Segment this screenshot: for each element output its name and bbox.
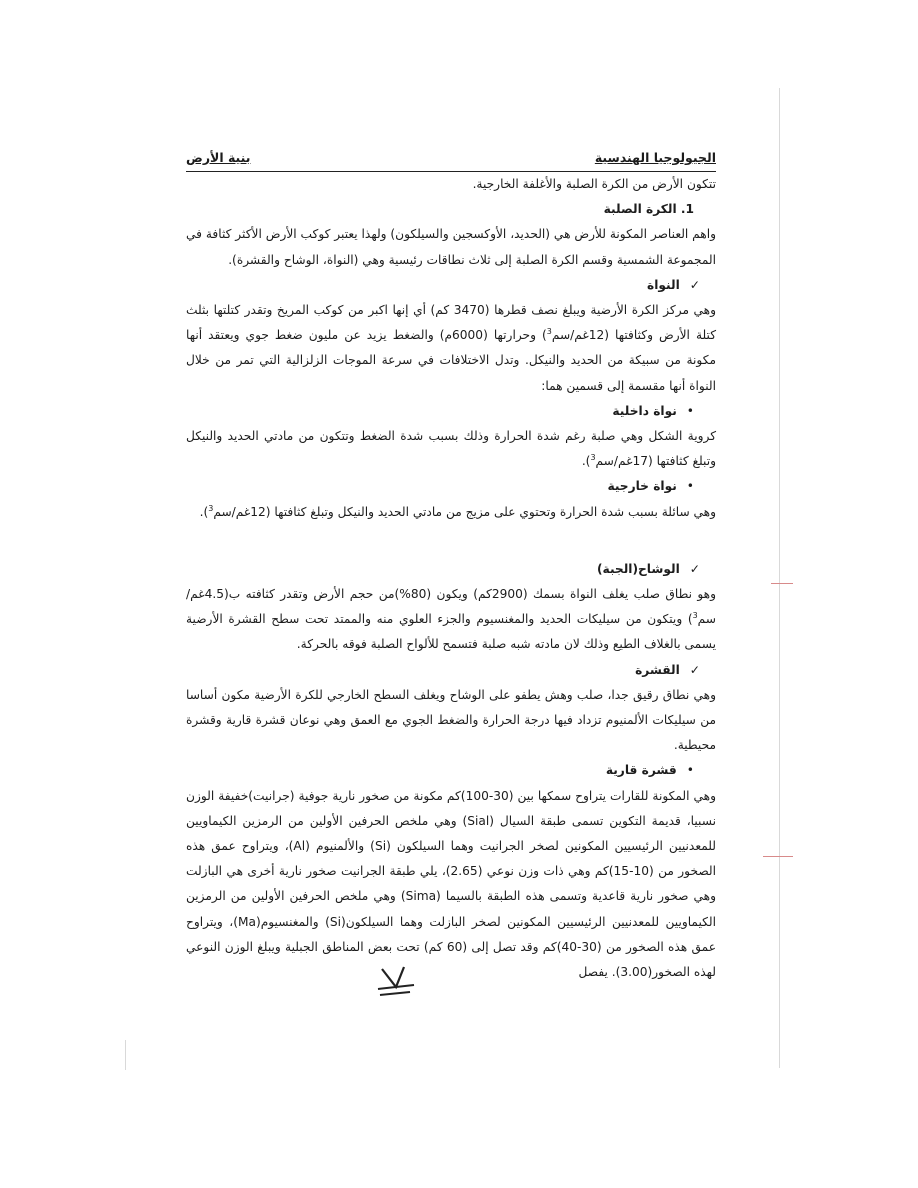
header-course-title: الجيولوجيا الهندسية (594, 149, 716, 165)
mantle-text (186, 582, 716, 658)
page-number (374, 963, 420, 999)
outer-core-title (186, 474, 716, 499)
page-edge-right (779, 88, 780, 1068)
mantle-title (186, 557, 716, 582)
outer-core-text-part1: وهي سائلة بسبب شدة الحرارة وتحتوي على مزيج من مادتي الحديد والنيكل وتبلغ كثافتها (12غم/سم (213, 504, 716, 519)
core-exponent: 3 (546, 327, 552, 337)
outer-core-exponent: 3 (208, 503, 214, 513)
section-solid-sphere-title (186, 197, 716, 222)
handwritten-page-number (382, 967, 404, 987)
page-edge-left (125, 1040, 126, 1070)
bullet-icon: • (686, 479, 694, 494)
check-icon: ✓ (689, 277, 700, 292)
core-text-part1: وهي مركز الكرة الأرضية ويبلغ نصف قطرها (3470 كم) أي إنها اكبر من كوكب المريخ وتقدر كتلتها بثلث كتلة الأرض وكثافتها (12غم/سم (186, 303, 716, 343)
outer-core-title-text: نواة خارجية (607, 479, 677, 494)
section-title-text: الكرة الصلبة (603, 202, 677, 217)
header-chapter-title: بنية الأرض (186, 149, 251, 165)
check-icon: ✓ (689, 561, 700, 576)
section-number: 1. (680, 202, 694, 217)
crust-title-text: القشرة (635, 662, 680, 677)
mantle-title-text: الوشاح(الجبة) (596, 561, 680, 576)
margin-mark-top (771, 583, 793, 584)
inner-core-title (186, 399, 716, 424)
document-page (186, 148, 716, 985)
continental-crust-text: وهي المكونة للقارات يتراوح سمكها بين (30-100)كم مكونة من صخور نارية جوفية (جرانيت)خفيفة الوزن نسبيا، قديمة التكوين تسمى طبقة السيال (Sial) وهي ملخص الحرفين الأولين من الرمزين الكيماويين للمعدنيين الرئيسيين المكونين لصخر الجرانيت وهما السيلكون (Si) والألمنيوم (Al)، ويتراوح عمق هذه الصخور من (10-15)كم وهي ذات وزن نوعي (2.65)، يلي طبقة الجرانيت صخور نارية أخرى هي البازلت وهي صخور نارية قاعدية وتسمى هذه الطبقة بالسيما (Sima) وهي ملخص الحرفين الأولين من الرمزين الكيماويين للمعدنيين الرئيسيين المكونين لصخر البازلت وهما السيلكون(Si) والمغنسيوم(Ma)، ويتراوح عمق هذه الصخور من (30-40)كم وقد تصل إلى (60 كم) تحت بعض المناطق الجبلية ويبلغ الوزن النوعي لهذه الصخور(3.00). يفصل (186, 788, 717, 980)
check-icon: ✓ (689, 662, 700, 677)
bullet-icon: • (686, 403, 694, 418)
bullet-icon: • (686, 763, 694, 778)
core-title-text: النواة (647, 277, 680, 292)
inner-core-text-part1: كروية الشكل وهي صلبة رغم شدة الحرارة وذلك بسبب شدة الضغط وتتكون من مادتي الحديد والنيكل وتبلغ كثافتها (17غم/سم (186, 429, 716, 469)
crust-title (186, 658, 716, 683)
inner-core-exponent: 3 (590, 453, 596, 463)
page-header (186, 148, 716, 172)
inner-core-text-part2: ). (581, 454, 591, 469)
continental-crust-title-text: قشرة قارية (605, 763, 677, 778)
crust-text: وهي نطاق رقيق جدا، صلب وهش يطفو على الوشاح ويغلف السطح الخارجي للكرة الأرضية مكون أساسا من سيليكات الألمنيوم تزداد فيها درجة الحرارة والضغط الجوي مع العمق وهي نوعان قشرة قارية وقشرة محيطية. (186, 687, 716, 753)
outer-core-text (186, 500, 716, 525)
core-title (186, 273, 716, 298)
mantle-text-part1: وهو نطاق صلب يغلف النواة بسمك (2900كم) ويكون (80%)من حجم الأرض وتقدر كثافته ب(4.5غم/سم (186, 587, 716, 627)
inner-core-title-text: نواة داخلية (612, 403, 677, 418)
page-number-underline-second (380, 992, 410, 995)
margin-mark-bottom (763, 856, 793, 857)
continental-crust-title (186, 758, 716, 783)
outer-core-text-part2: ). (199, 504, 209, 519)
mantle-exponent: 3 (692, 611, 698, 621)
core-text-part2: ) وحرارتها (6000م) والضغط يزيد عن مليون ضغط جوي ويعتقد أنها مكونة من سبيكة من الحديد والنيكل. وتدل الاختلافات في سرعة الموجات الزلزالية التي تمر من خلال النواة أنها مقسمة إلى قسمين هما: (186, 328, 716, 393)
mantle-text-part2: ) ويتكون من سيليكات الحديد والمغنسيوم والجزء العلوي منه والممتد تحت سطح القشرة الأرضية يسمى بالغلاف الطيع وذلك لان مادته شبه صلبة فتسمح للألواح الصلبة فوقه بالحركة. (186, 612, 716, 652)
intro-text: تتكون الأرض من الكرة الصلبة والأغلفة الخارجية. (472, 177, 716, 191)
paragraph-gap (186, 525, 716, 557)
inner-core-text (186, 424, 716, 474)
core-text (186, 298, 716, 399)
solid-sphere-text: واهم العناصر المكونة للأرض هي (الحديد، الأوكسجين والسيلكون) ولهذا يعتبر كوكب الأرض الأكثر كثافة في المجموعة الشمسية وقسم الكرة الصلبة إلى ثلاث نطاقات رئيسية وهي (النواة، الوشاح والقشرة). (186, 227, 716, 267)
